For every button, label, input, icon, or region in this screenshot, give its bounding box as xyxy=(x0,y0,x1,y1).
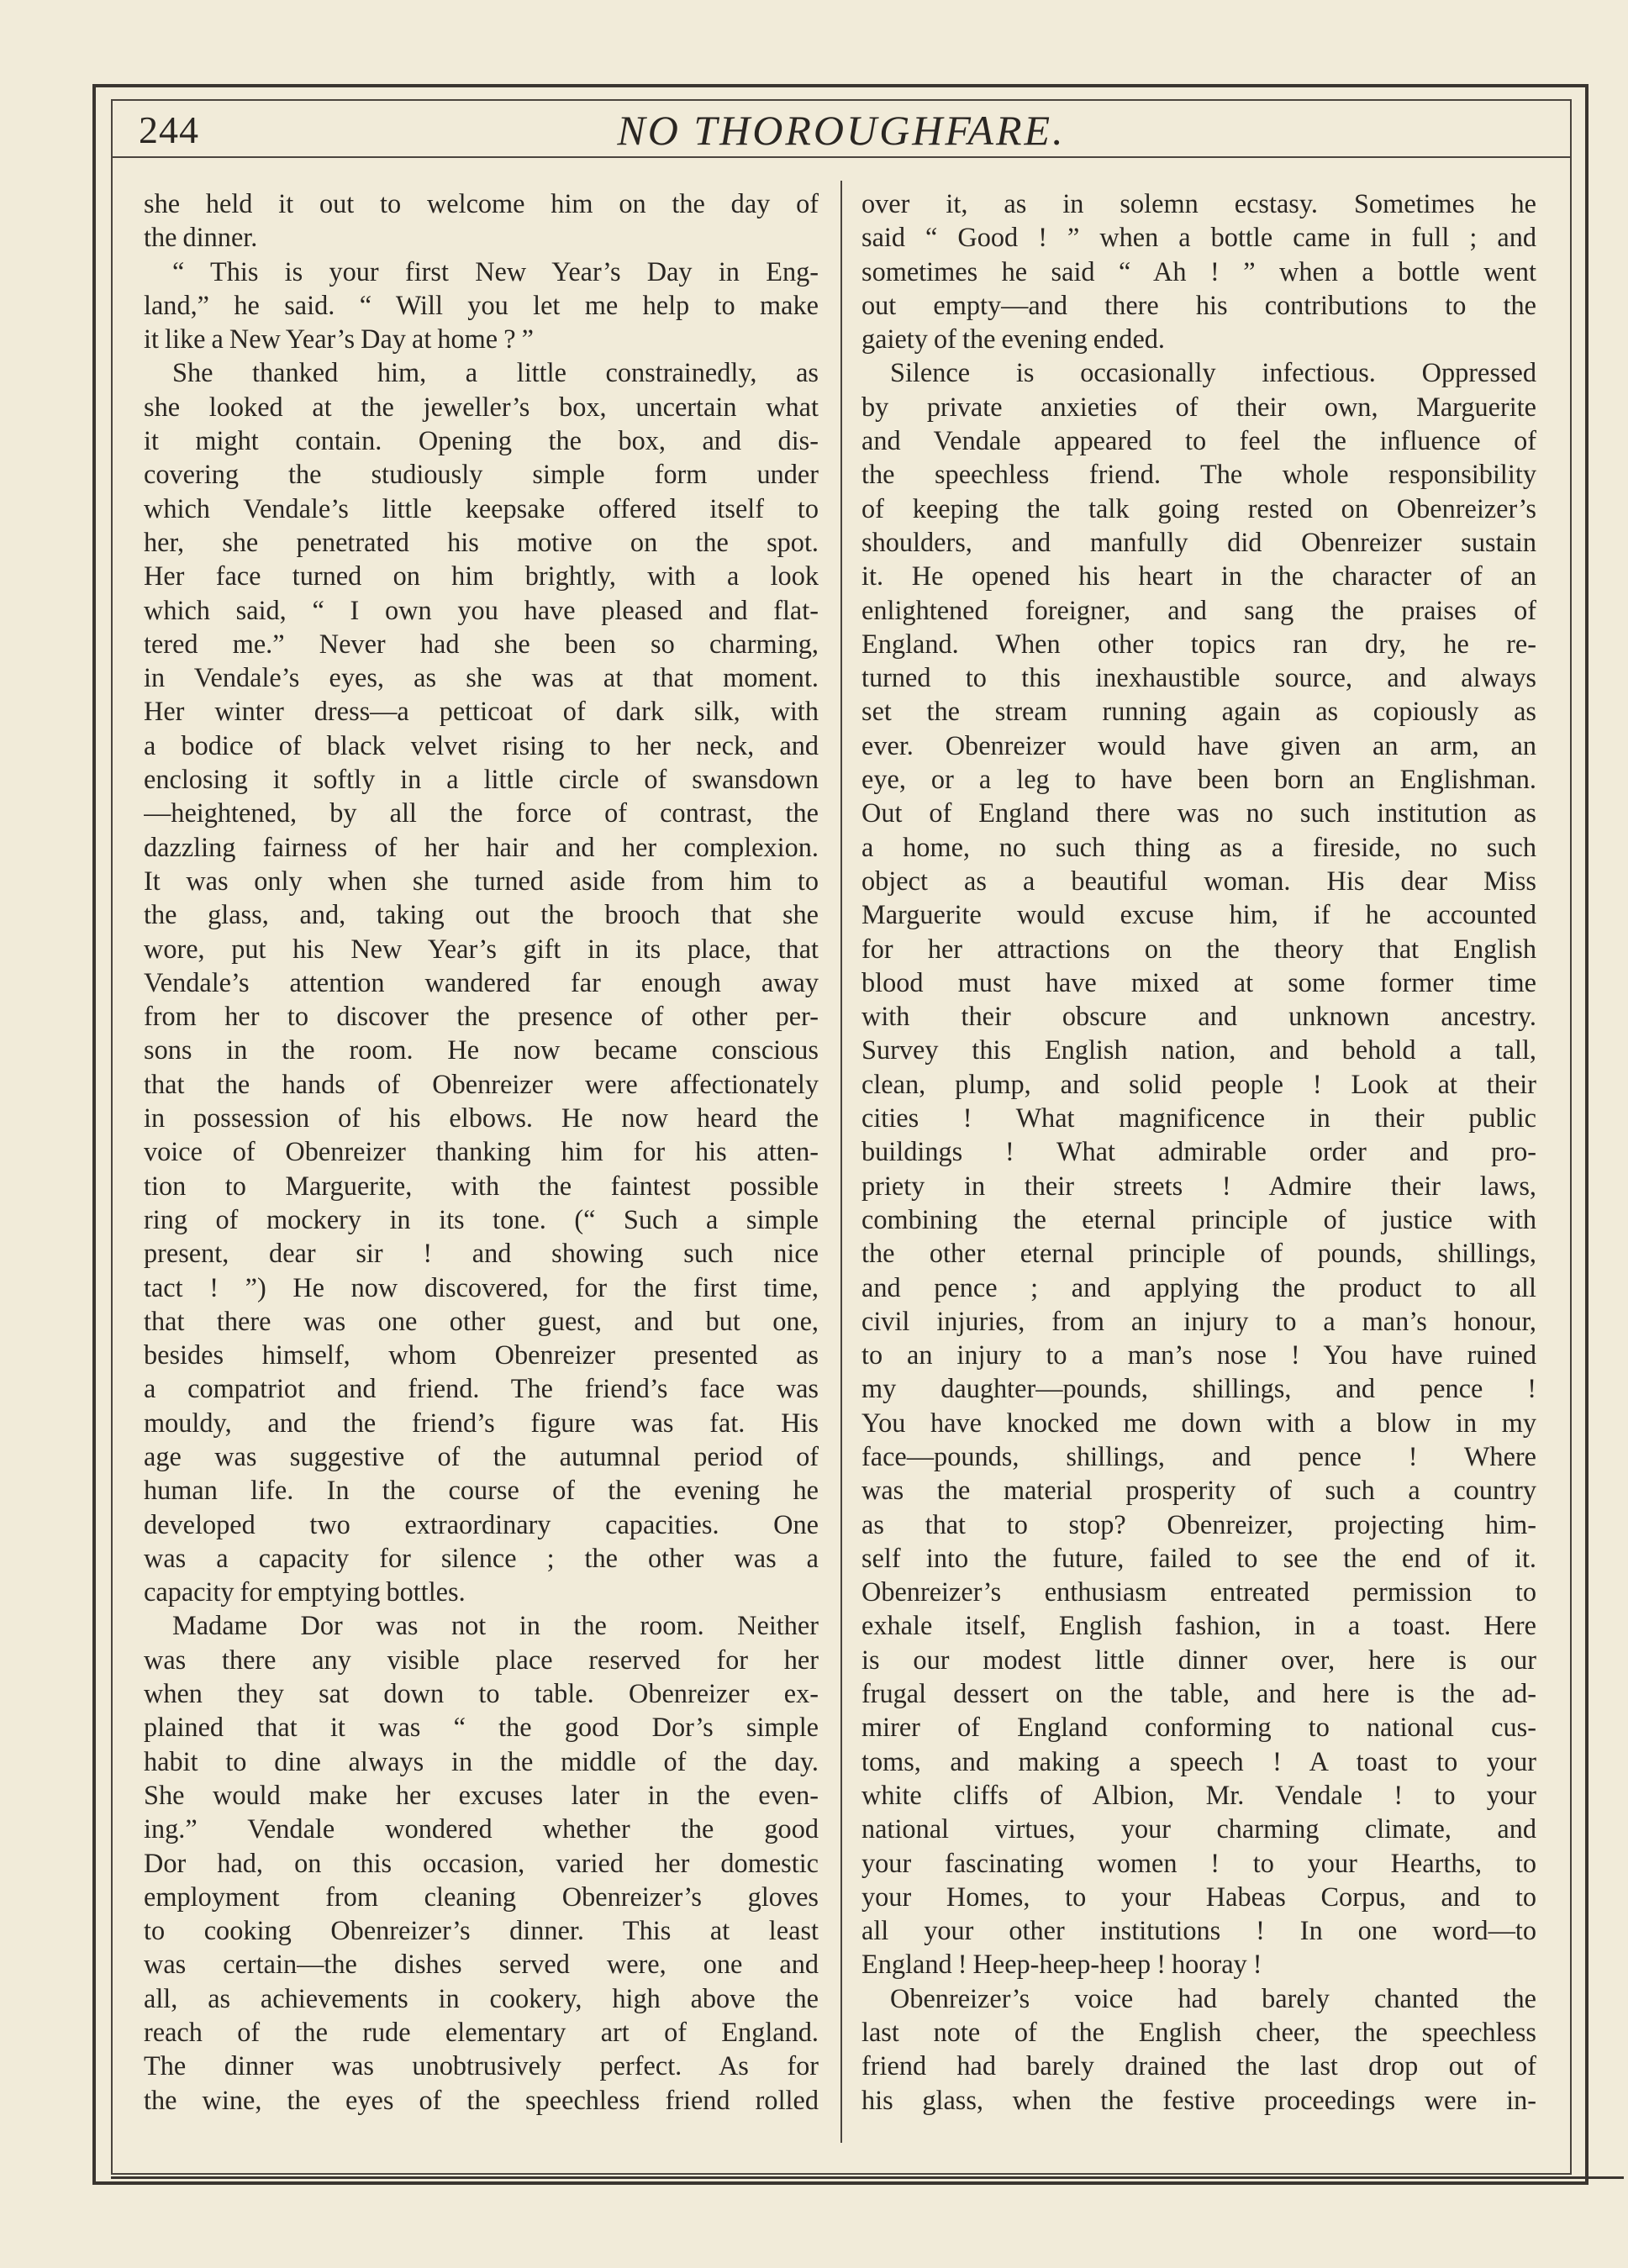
text-line: England. When other topics ran dry, he re- xyxy=(861,628,1536,659)
text-line: priety in their streets ! Admire their laws, xyxy=(861,1170,1536,1201)
text-line: habit to dine always in the middle of the day. xyxy=(144,1745,819,1776)
text-line: her, she penetrated his motive on the spot. xyxy=(144,526,819,557)
text-line: of keeping the talk going rested on Obenreizer’s xyxy=(861,492,1536,524)
text-line: it. He opened his heart in the character of an xyxy=(861,560,1536,592)
text-line: ring of mockery in its tone. (“ Such a simple xyxy=(144,1203,819,1234)
text-line: civil injuries, from an injury to a man’s honour, xyxy=(861,1305,1536,1336)
text-line: she held it out to welcome him on the day of xyxy=(144,188,819,218)
text-line: all, as achievements in cookery, high above the xyxy=(144,1982,819,2013)
text-line: besides himself, whom Obenreizer presented as xyxy=(144,1339,819,1371)
text-line: turned to this inexhaustible source, and always xyxy=(861,662,1536,693)
text-line: was certain—the dishes served were, one and xyxy=(144,1949,819,1980)
text-line: blood must have mixed at some former time xyxy=(861,966,1536,997)
text-line: enclosing it softly in a little circle of swansdown xyxy=(144,764,819,795)
text-line: for her attractions on the theory that English xyxy=(861,933,1536,964)
text-line: that the hands of Obenreizer were affectionately xyxy=(144,1068,819,1099)
text-line: as that to stop? Obenreizer, projecting him- xyxy=(861,1508,1536,1539)
text-line: set the stream running again as copiously as xyxy=(861,696,1536,727)
text-line: England ! Heep-heep-heep ! hooray ! xyxy=(861,1949,1262,1980)
text-line: human life. In the course of the evening he xyxy=(144,1475,819,1506)
text-line: Marguerite would excuse him, if he accounted xyxy=(861,899,1536,930)
text-line: was there any visible place reserved for her xyxy=(144,1644,819,1675)
text-line: white cliffs of Albion, Mr. Vendale ! to your xyxy=(861,1779,1536,1810)
column-divider xyxy=(840,181,842,2143)
text-line: self into the future, failed to see the end of it. xyxy=(861,1542,1536,1573)
text-line: it might contain. Opening the box, and dis- xyxy=(144,425,819,456)
text-line: Her winter dress—a petticoat of dark silk, with xyxy=(144,696,819,727)
text-line: plained that it was “ the good Dor’s simple xyxy=(144,1712,819,1743)
text-line: friend had barely drained the last drop out of xyxy=(861,2050,1536,2081)
text-line: to cooking Obenreizer’s dinner. This at least xyxy=(144,1915,819,1946)
text-line: tered me.” Never had she been so charming, xyxy=(144,628,819,659)
text-line: mirer of England conforming to national cus- xyxy=(861,1712,1536,1743)
text-line: tion to Marguerite, with the faintest possible xyxy=(144,1170,819,1201)
text-line: Out of England there was no such institution as xyxy=(861,797,1536,829)
text-line: voice of Obenreizer thanking him for his atten- xyxy=(144,1136,819,1167)
text-line: eye, or a leg to have been born an Englishman. xyxy=(861,764,1536,795)
text-line: your Homes, to your Habeas Corpus, and to xyxy=(861,1881,1536,1912)
text-line: employment from cleaning Obenreizer’s gloves xyxy=(144,1881,819,1912)
header-rule xyxy=(111,156,1572,158)
text-line: the wine, the eyes of the speechless friend rolled xyxy=(144,2084,819,2115)
text-line: Dor had, on this occasion, varied her domestic xyxy=(144,1847,819,1878)
text-line: gaiety of the evening ended. xyxy=(861,324,1165,355)
text-line: It was only when she turned aside from him to xyxy=(144,865,819,896)
text-line: covering the studiously simple form under xyxy=(144,459,819,490)
text-line: said “ Good ! ” when a bottle came in full ; and xyxy=(861,222,1536,253)
text-line: dazzling fairness of her hair and her complexion. xyxy=(144,831,819,862)
text-line: is our modest little dinner over, here is our xyxy=(861,1644,1536,1675)
text-line: Her face turned on him brightly, with a look xyxy=(144,560,819,592)
bottom-rule xyxy=(111,2176,1624,2179)
text-line: ing.” Vendale wondered whether the good xyxy=(144,1813,819,1844)
text-line: tact ! ”) He now discovered, for the first time, xyxy=(144,1271,819,1302)
text-line: the dinner. xyxy=(144,222,258,253)
text-line: shoulders, and manfully did Obenreizer sustain xyxy=(861,526,1536,557)
text-line: capacity for emptying bottles. xyxy=(144,1576,466,1608)
text-line: a home, no such thing as a fireside, no such xyxy=(861,831,1536,862)
text-line: Vendale’s attention wandered far enough away xyxy=(144,966,819,997)
text-line: the other eternal principle of pounds, shillings, xyxy=(861,1238,1536,1269)
text-line: toms, and making a speech ! A toast to your xyxy=(861,1745,1536,1776)
text-line: when they sat down to table. Obenreizer ex- xyxy=(144,1678,819,1709)
text-line: age was suggestive of the autumnal period of xyxy=(144,1440,819,1471)
text-line: sons in the room. He now became conscious xyxy=(144,1034,819,1066)
text-line: combining the eternal principle of justice with xyxy=(861,1203,1536,1234)
text-line: face—pounds, shillings, and pence ! Where xyxy=(861,1440,1536,1471)
text-line: —heightened, by all the force of contrast, the xyxy=(144,797,819,829)
text-line: and pence ; and applying the product to all xyxy=(861,1271,1536,1302)
text-line: a compatriot and friend. The friend’s face was xyxy=(144,1373,819,1404)
text-line: his glass, when the festive proceedings were in- xyxy=(861,2084,1536,2115)
text-line: all your other institutions ! In one word—to xyxy=(861,1915,1536,1946)
text-line: she looked at the jeweller’s box, uncertain what xyxy=(144,391,819,422)
left-column xyxy=(144,187,819,2117)
text-line: enlightened foreigner, and sang the praises of xyxy=(861,594,1536,625)
page-number: 244 xyxy=(139,108,199,151)
text-line: ever. Obenreizer would have given an arm, an xyxy=(861,729,1536,760)
text-line: out empty—and there his contributions to the xyxy=(861,289,1536,320)
text-line: wore, put his New Year’s gift in its place, that xyxy=(144,933,819,964)
text-line: frugal dessert on the table, and here is the ad- xyxy=(861,1678,1536,1709)
text-line: it like a New Year’s Day at home ? ” xyxy=(144,324,534,355)
text-line: buildings ! What admirable order and pro- xyxy=(861,1136,1536,1167)
text-line: last note of the English cheer, the speechless xyxy=(861,2017,1536,2048)
text-line: object as a beautiful woman. His dear Miss xyxy=(861,865,1536,896)
text-line: in Vendale’s eyes, as she was at that moment. xyxy=(144,662,819,693)
text-line: present, dear sir ! and showing such nice xyxy=(144,1238,819,1269)
text-line: Madame Dor was not in the room. Neither xyxy=(172,1610,819,1641)
text-line: developed two extraordinary capacities. One xyxy=(144,1508,819,1539)
text-line: was a capacity for silence ; the other was a xyxy=(144,1542,819,1573)
text-line: which Vendale’s little keepsake offered itself to xyxy=(144,492,819,524)
text-line: You have knocked me down with a blow in my xyxy=(861,1407,1536,1438)
text-line: with their obscure and unknown ancestry. xyxy=(861,1001,1536,1032)
text-line: and Vendale appeared to feel the influence of xyxy=(861,425,1536,456)
text-line: by private anxieties of their own, Marguerite xyxy=(861,391,1536,422)
text-line: Obenreizer’s voice had barely chanted the xyxy=(890,1982,1536,2013)
text-line: to an injury to a man’s nose ! You have ruined xyxy=(861,1339,1536,1371)
right-column xyxy=(861,187,1536,2117)
text-line: national virtues, your charming climate, and xyxy=(861,1813,1536,1844)
text-line: Survey this English nation, and behold a tall, xyxy=(861,1034,1536,1066)
text-line: the glass, and, taking out the brooch that she xyxy=(144,899,819,930)
text-line: sometimes he said “ Ah ! ” when a bottle went xyxy=(861,255,1536,287)
text-line: The dinner was unobtrusively perfect. As for xyxy=(144,2050,819,2081)
text-line: land,” he said. “ Will you let me help to make xyxy=(144,289,819,320)
running-head: NO THOROUGHFARE. xyxy=(617,107,1066,154)
text-line: that there was one other guest, and but one, xyxy=(144,1305,819,1336)
text-line: Silence is occasionally infectious. Oppressed xyxy=(890,357,1536,388)
text-line: exhale itself, English fashion, in a toast. Here xyxy=(861,1610,1536,1641)
text-line: She would make her excuses later in the even- xyxy=(144,1779,819,1810)
text-line: “ This is your first New Year’s Day in Eng- xyxy=(172,255,819,287)
text-line: cities ! What magnificence in their public xyxy=(861,1102,1536,1134)
text-line: She thanked him, a little constrainedly, as xyxy=(172,357,819,388)
text-line: my daughter—pounds, shillings, and pence ! xyxy=(861,1373,1536,1404)
text-line: a bodice of black velvet rising to her neck, and xyxy=(144,729,819,760)
text-line: in possession of his elbows. He now heard the xyxy=(144,1102,819,1134)
text-line: which said, “ I own you have pleased and flat- xyxy=(144,594,819,625)
text-line: was the material prosperity of such a country xyxy=(861,1475,1536,1506)
text-line: over it, as in solemn ecstasy. Sometimes he xyxy=(861,188,1536,218)
text-line: mouldy, and the friend’s figure was fat. His xyxy=(144,1407,819,1438)
text-line: Obenreizer’s enthusiasm entreated permission to xyxy=(861,1576,1536,1608)
text-line: your fascinating women ! to your Hearths, to xyxy=(861,1847,1536,1878)
text-line: the speechless friend. The whole responsibility xyxy=(861,459,1536,490)
text-line: clean, plump, and solid people ! Look at their xyxy=(861,1068,1536,1099)
text-line: reach of the rude elementary art of England. xyxy=(144,2017,819,2048)
text-line: from her to discover the presence of other per- xyxy=(144,1001,819,1032)
